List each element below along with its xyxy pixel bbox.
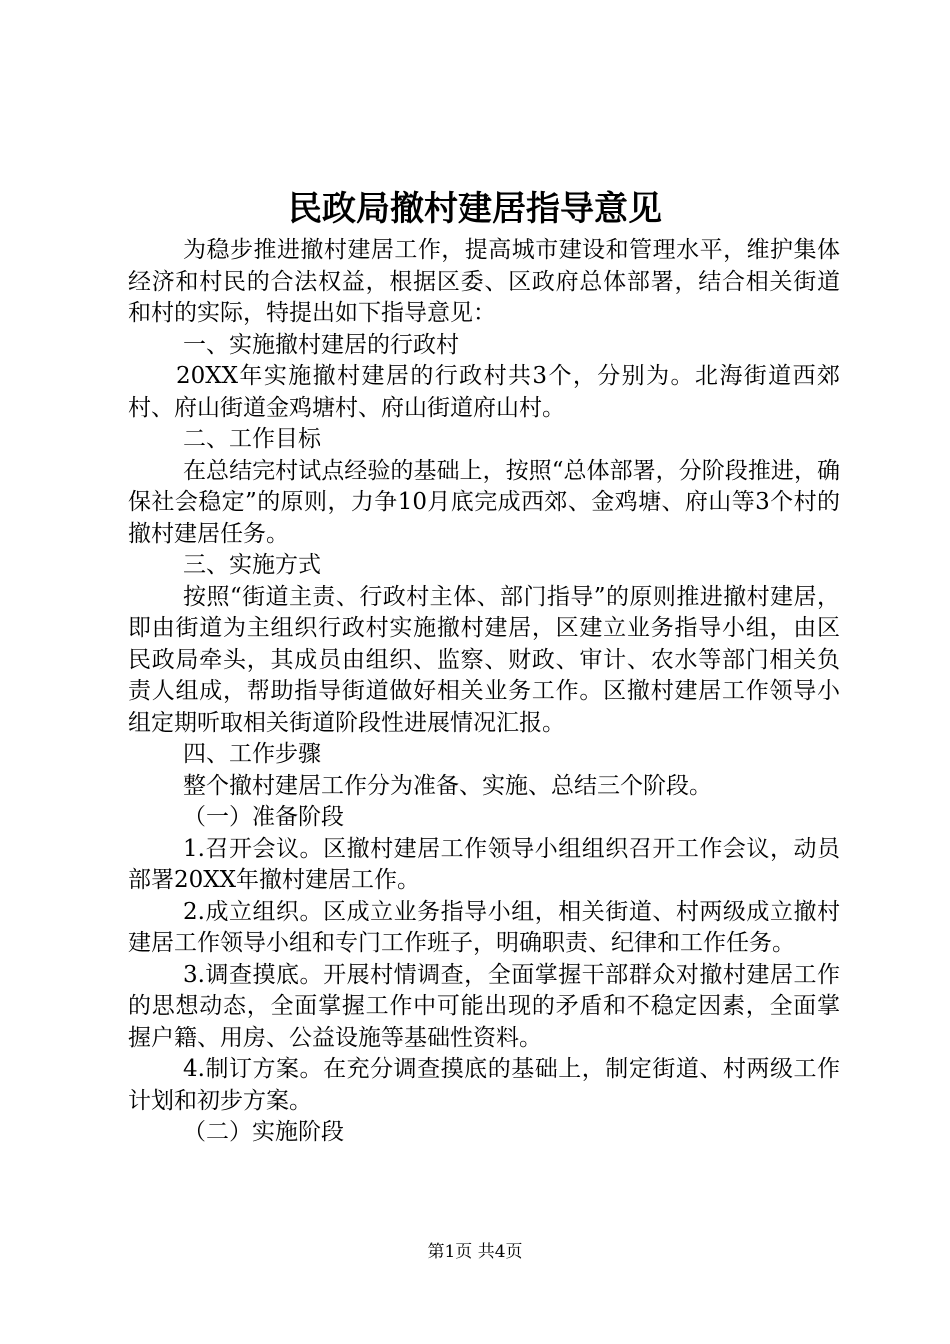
paragraph-step-2: 2.成立组织。区成立业务指导小组，相关街道、村两级成立撤村建居工作领导小组和专门工作班子，明确职责、纪律和工作任务。 — [128, 898, 840, 956]
paragraph-step-4: 4.制订方案。在充分调查摸底的基础上，制定街道、村两级工作计划和初步方案。 — [128, 1056, 840, 1114]
heading-section-4: 四、工作步骤 — [183, 741, 321, 767]
page-footer: 第1页 共4页 — [427, 1242, 523, 1262]
heading-stage-prepare: （一）准备阶段 — [183, 804, 344, 830]
paragraph-step-3: 3.调查摸底。开展村情调查，全面掌握干部群众对撤村建居工作的思想动态，全面掌握工作中可能出现的矛盾和不稳定因素，全面掌握户籍、用房、公益设施等基础性资料。 — [128, 961, 840, 1051]
paragraph-goals: 在总结完村试点经验的基础上，按照“总体部署，分阶段推进，确保社会稳定”的原则，力争10月底完成西郊、金鸡塘、府山等3个村的撤村建居任务。 — [128, 457, 840, 547]
document-body — [128, 235, 840, 1149]
paragraph-stages: 整个撤村建居工作分为准备、实施、总结三个阶段。 — [183, 772, 712, 799]
paragraph-intro: 为稳步推进撤村建居工作，提高城市建设和管理水平，维护集体经济和村民的合法权益，根据区委、区政府总体部署，结合相关街道和村的实际，特提出如下指导意见： — [128, 237, 840, 326]
paragraph-villages: 20XX年实施撤村建居的行政村共3个，分别为。北海街道西郊村、府山街道金鸡塘村、府山街道府山村。 — [128, 363, 840, 421]
paragraph-method: 按照“街道主责、行政村主体、部门指导”的原则推进撤村建居，即由街道为主组织行政村实施撤村建居，区建立业务指导小组，由区民政局牵头，其成员由组织、监察、财政、审计、农水等部门相关负责人组成，帮助指导街道做好相关业务工作。区撤村建居工作领导小组定期听取相关街道阶段性进展情况汇报。 — [128, 583, 840, 736]
heading-section-3: 三、实施方式 — [183, 552, 321, 578]
document-title: 民政局撤村建居指导意见 — [288, 189, 662, 229]
heading-stage-implement: （二）实施阶段 — [183, 1119, 344, 1145]
paragraph-step-1: 1.召开会议。区撤村建居工作领导小组组织召开工作会议，动员部署20XX年撤村建居工作。 — [128, 835, 840, 893]
heading-section-2: 二、工作目标 — [183, 426, 321, 452]
heading-section-1: 一、实施撤村建居的行政村 — [183, 331, 459, 358]
